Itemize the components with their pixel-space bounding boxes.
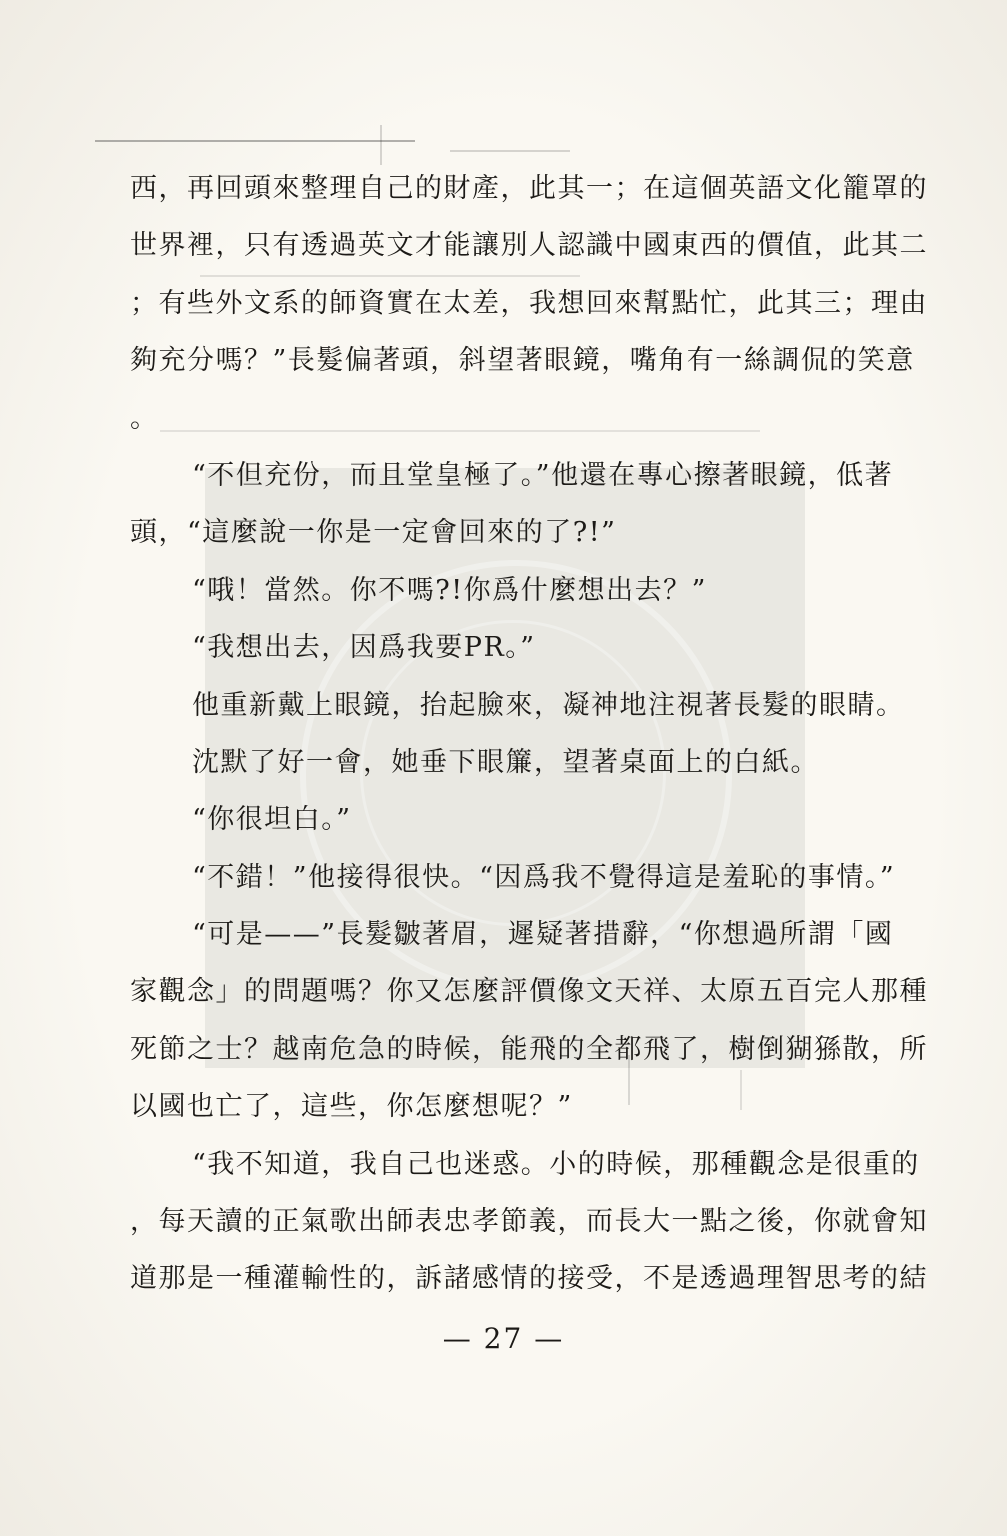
text-line: 家觀念」的問題嗎？你又怎麼評價像文天祥、太原五百完人那種 bbox=[130, 976, 928, 1008]
scan-artifact bbox=[450, 150, 570, 152]
text-line: 死節之士？越南危急的時候，能飛的全都飛了，樹倒猢猻散，所 bbox=[130, 1033, 928, 1065]
page-number: — 27 — bbox=[442, 1322, 565, 1355]
body-text bbox=[130, 160, 975, 1308]
text-line: 西，再回頭來整理自己的財產，此其一；在這個英語文化籠罩的 bbox=[130, 173, 928, 204]
text-line: “哦！當然。你不嗎?!你爲什麼想出去？” bbox=[192, 574, 707, 606]
text-line: “你很坦白。” bbox=[192, 804, 352, 836]
text-line: 頭，“這麼說一你是一定會回來的了?!” bbox=[130, 517, 617, 549]
text-line: 。 bbox=[130, 402, 159, 434]
text-line: 夠充分嗎？”長髮偏著頭，斜望著眼鏡，嘴角有一絲調侃的笑意 bbox=[130, 345, 915, 377]
text-line: ；有些外文系的師資實在太差，我想回來幫點忙，此其三；理由 bbox=[130, 287, 928, 319]
text-line: “不錯！”他接得很快。“因爲我不覺得這是羞恥的事情。” bbox=[192, 861, 896, 893]
text-line: 道那是一種灌輸性的，訴諸感情的接受，不是透過理智思考的結 bbox=[130, 1263, 928, 1295]
text-line: “我想出去，因爲我要PR。” bbox=[192, 632, 536, 664]
text-line: 他重新戴上眼鏡，抬起臉來，凝神地注視著長髮的眼睛。 bbox=[192, 689, 905, 721]
scan-artifact bbox=[380, 125, 382, 165]
text-line: 沈默了好一會，她垂下眼簾，望著桌面上的白紙。 bbox=[192, 746, 819, 778]
text-line: ，每天讀的正氣歌出師表忠孝節義，而長大一點之後，你就會知 bbox=[130, 1206, 928, 1238]
text-line: 世界裡，只有透過英文才能讓別人認識中國東西的價值，此其二 bbox=[130, 230, 928, 262]
text-line: “我不知道，我自己也迷惑。小的時候，那種觀念是很重的 bbox=[192, 1148, 920, 1180]
text-line: 以國也亡了，這些，你怎麼想呢？” bbox=[130, 1091, 573, 1123]
text-line: “可是——”長髮皺著眉，遲疑著措辭，“你想過所謂「國 bbox=[192, 919, 894, 951]
text-line: “不但充份，而且堂皇極了。”他還在專心擦著眼鏡，低著 bbox=[192, 459, 894, 491]
scan-artifact bbox=[95, 140, 415, 142]
